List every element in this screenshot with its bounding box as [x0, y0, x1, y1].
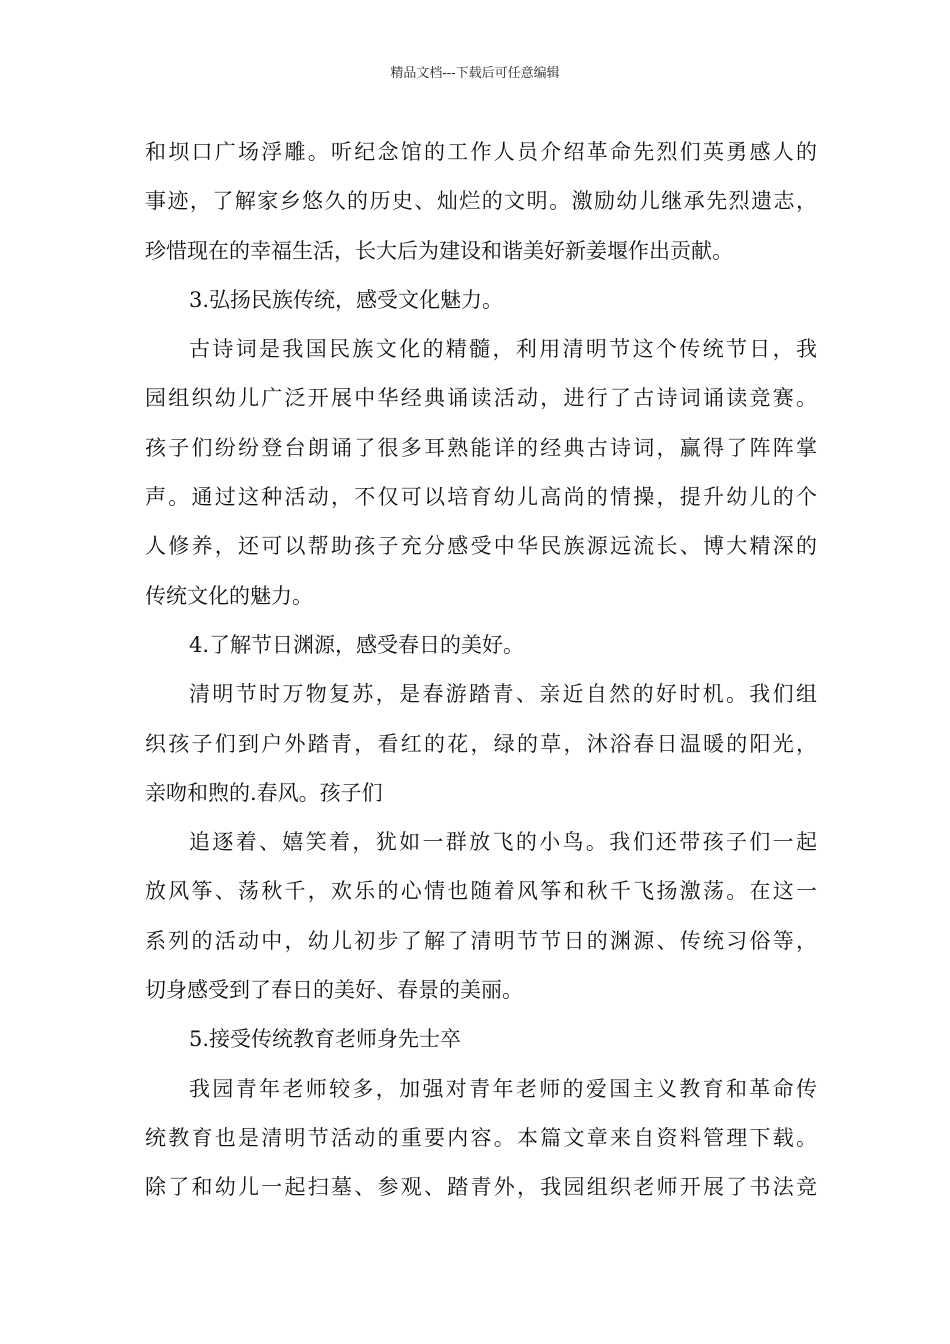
section-heading-5: 5.接受传统教育老师身先士卒: [189, 1027, 462, 1052]
text-line: 清明节时万物复苏，是春游踏青、亲近自然的好时机。我们组: [189, 682, 817, 707]
text-line: 古诗词是我国民族文化的精髓，利用清明节这个传统节日，我: [189, 337, 817, 362]
text-line: 我园青年老师较多，加强对青年老师的爱国主义教育和革命传: [189, 1076, 817, 1101]
text-line: 系列的活动中，幼儿初步了解了清明节节日的渊源、传统习俗等，: [145, 928, 817, 953]
text-line: 切身感受到了春日的美好、春景的美丽。: [145, 978, 523, 1003]
text-line: 人修养，还可以帮助孩子充分感受中华民族源远流长、博大精深的: [145, 534, 817, 559]
page-header: 精品文档---下载后可任意编辑: [390, 66, 560, 81]
text-line: 统教育也是清明节活动的重要内容。本篇文章来自资料管理下载。: [145, 1125, 817, 1150]
text-line: 事迹，了解家乡悠久的历史、灿烂的文明。激励幼儿继承先烈遗志，: [145, 189, 817, 214]
text-line: 孩子们纷纷登台朗诵了很多耳熟能详的经典古诗词，赢得了阵阵掌: [145, 435, 817, 460]
section-heading-3: 3.弘扬民族传统，感受文化魅力。: [189, 287, 504, 312]
body-text: [145, 128, 817, 1213]
text-line: 织孩子们到户外踏青，看红的花，绿的草，沐浴春日温暖的阳光，: [145, 731, 817, 756]
text-line: 传统文化的魅力。: [145, 583, 313, 608]
text-line: 和坝口广场浮雕。听纪念馆的工作人员介绍革命先烈们英勇感人的: [145, 140, 817, 164]
text-line: 除了和幼儿一起扫墓、参观、踏青外，我园组织老师开展了书法竞: [145, 1175, 817, 1200]
text-line: 园组织幼儿广泛开展中华经典诵读活动，进行了古诗词诵读竞赛。: [145, 386, 817, 411]
text-line: 声。通过这种活动，不仅可以培育幼儿高尚的情操，提升幼儿的个: [145, 485, 817, 510]
section-heading-4: 4.了解节日渊源，感受春日的美好。: [189, 632, 525, 657]
text-line: 追逐着、嬉笑着，犹如一群放飞的小鸟。我们还带孩子们一起: [189, 830, 817, 855]
text-line: 亲吻和煦的.春风。孩子们: [145, 780, 383, 805]
text-line: 放风筝、荡秋千，欢乐的心情也随着风筝和秋千飞扬激荡。在这一: [145, 879, 817, 904]
text-line: 珍惜现在的幸福生活，长大后为建设和谐美好新姜堰作出贡献。: [145, 238, 733, 263]
